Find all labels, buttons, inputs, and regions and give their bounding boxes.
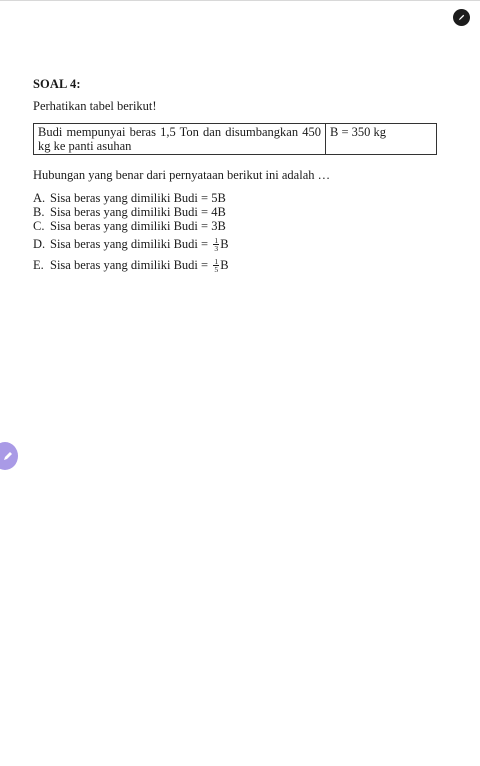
option-text: Sisa beras yang dimiliki Budi = bbox=[50, 191, 212, 205]
pencil-icon bbox=[1, 449, 15, 463]
option-letter: B. bbox=[33, 205, 45, 219]
floating-draw-button[interactable] bbox=[0, 442, 18, 470]
table-cell-statement: Budi mempunyai beras 1,5 Ton dan disumbangkan 450 kg ke panti asuhan bbox=[34, 124, 326, 155]
option-text: Sisa beras yang dimiliki Budi = bbox=[50, 258, 212, 272]
option-letter: A. bbox=[33, 191, 46, 205]
option-letter: C. bbox=[33, 219, 45, 233]
top-divider bbox=[0, 0, 480, 1]
question-title: SOAL 4: bbox=[33, 77, 81, 91]
option-text: Sisa beras yang dimiliki Budi = bbox=[50, 219, 212, 233]
option-value: 5B bbox=[211, 191, 226, 205]
option-text: Sisa beras yang dimiliki Budi = bbox=[50, 205, 212, 219]
question-text: Hubungan yang benar dari pernyataan berikut ini adalah … bbox=[33, 168, 331, 182]
option-b[interactable] bbox=[33, 205, 226, 220]
fraction-denominator: 5 bbox=[214, 265, 219, 274]
option-value: 3B bbox=[211, 219, 226, 233]
fraction bbox=[213, 258, 219, 273]
option-text: Sisa beras yang dimiliki Budi = bbox=[50, 237, 212, 251]
intro-text: Perhatikan tabel berikut! bbox=[33, 99, 157, 113]
option-letter: D. bbox=[33, 237, 46, 251]
fraction-numerator: 1 bbox=[214, 257, 219, 266]
question-table bbox=[33, 123, 437, 155]
pen-icon bbox=[457, 13, 466, 22]
option-suffix: B bbox=[220, 237, 229, 251]
option-e[interactable] bbox=[33, 258, 229, 273]
table-cell-value: B = 350 kg bbox=[326, 124, 437, 155]
pen-tool-button[interactable] bbox=[453, 9, 470, 26]
fraction-numerator: 1 bbox=[214, 236, 219, 245]
option-d[interactable] bbox=[33, 237, 229, 252]
option-suffix: B bbox=[220, 258, 229, 272]
table-row bbox=[34, 124, 437, 155]
option-value: 4B bbox=[211, 205, 226, 219]
fraction bbox=[213, 237, 219, 252]
option-letter: E. bbox=[33, 258, 44, 272]
option-c[interactable] bbox=[33, 219, 226, 234]
fraction-denominator: 3 bbox=[214, 244, 219, 253]
option-a[interactable] bbox=[33, 191, 226, 206]
